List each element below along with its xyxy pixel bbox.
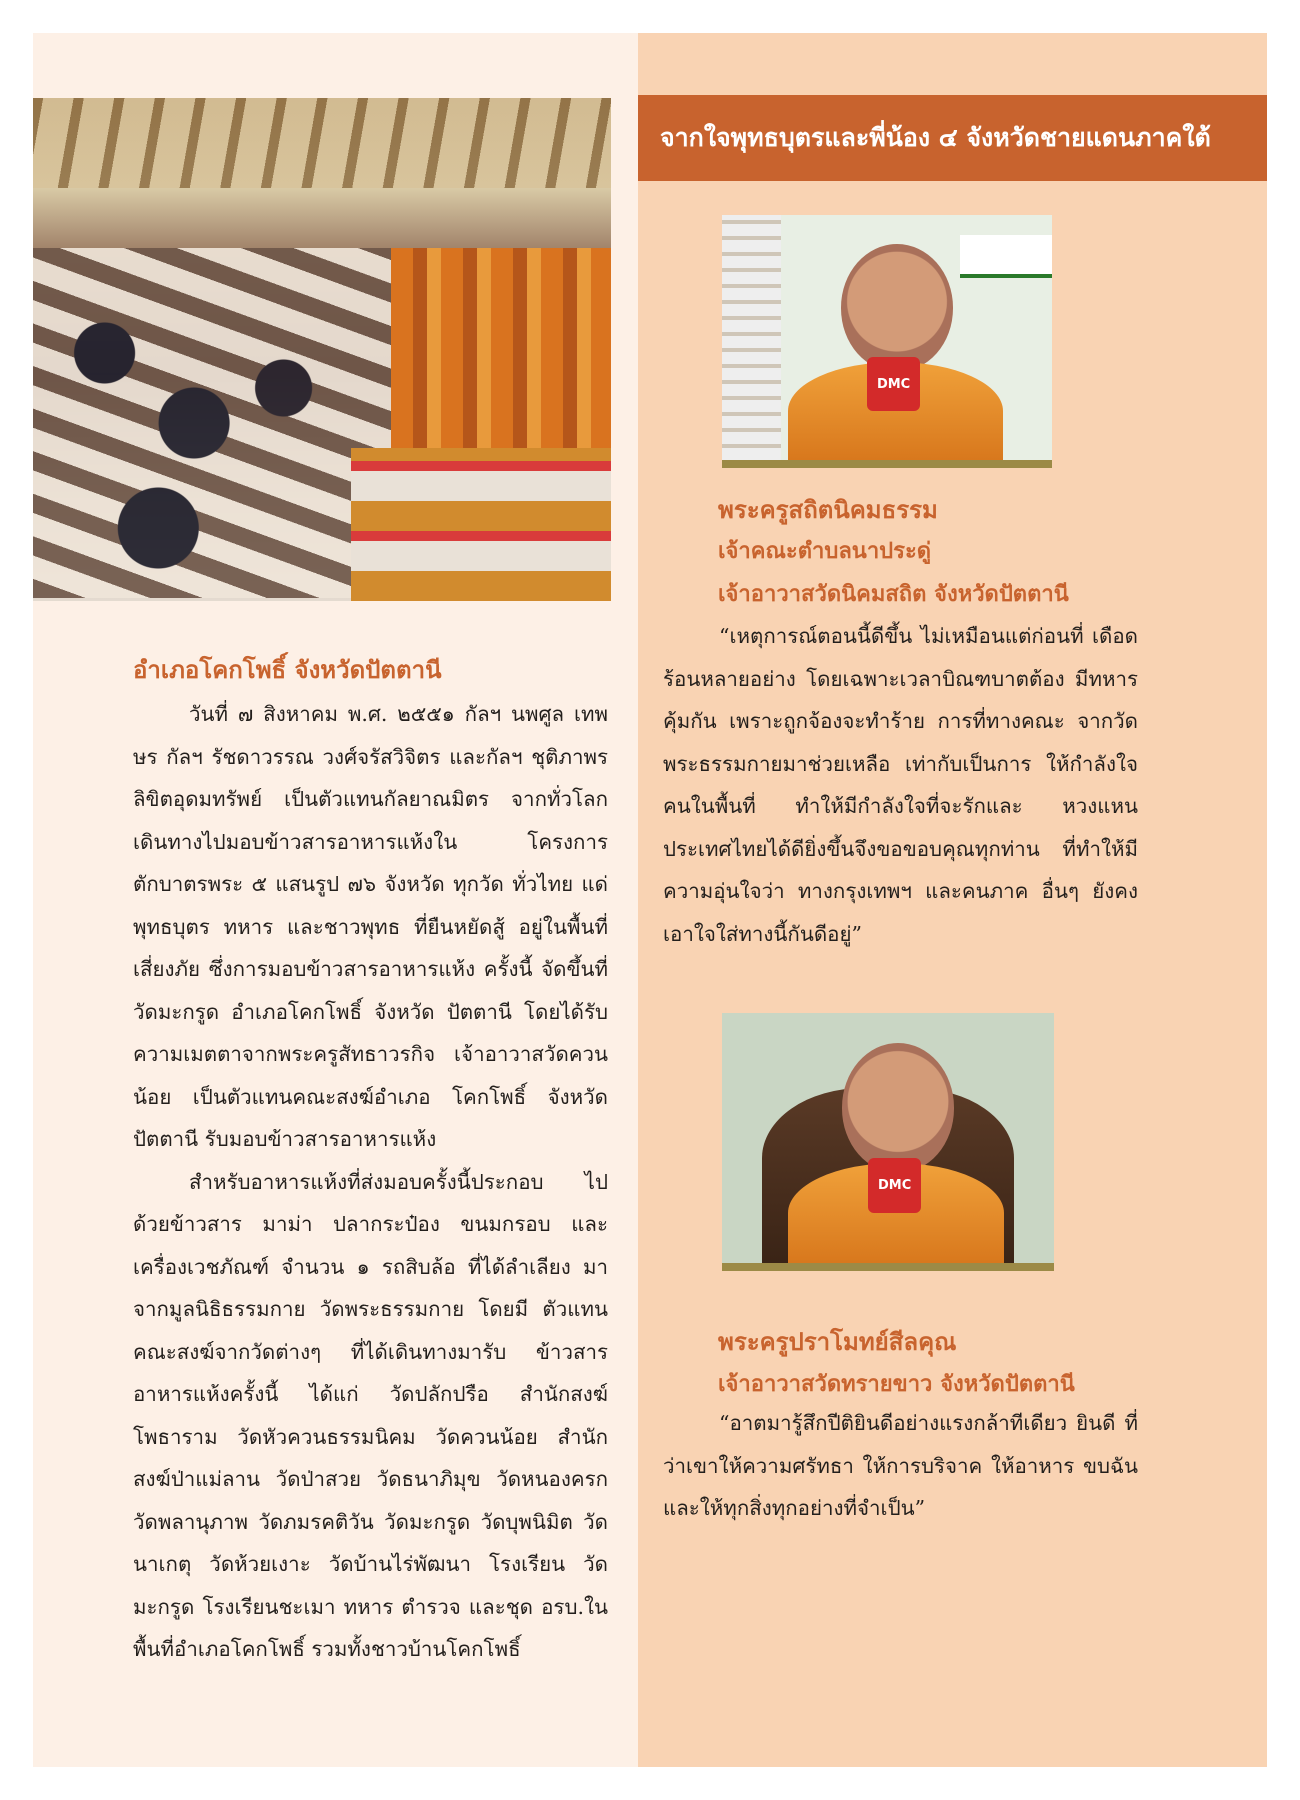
monk-1-quote — [663, 615, 1138, 955]
section-banner — [638, 95, 1267, 181]
monk-1-role-2: เจ้าอาวาสวัดนิคมสถิต จังหวัดปัตตานี — [718, 581, 1069, 607]
banner-title: จากใจพุทธบุตรและพี่น้อง ๔ จังหวัดชายแดนภาคใต้ — [660, 123, 1211, 152]
photo-bookshelf — [722, 215, 781, 460]
monk-1-name: พระครูสถิตนิคมธรรม — [718, 495, 938, 524]
monk-2-name: พระครูปราโมทย์สีลคุณ — [718, 1327, 957, 1356]
left-paragraph-1: วันที่ ๗ สิงหาคม พ.ศ. ๒๕๕๑ กัลฯ นพศูล เทพษร กัลฯ รัชดาวรรณ วงศ์จรัสวิจิตร และกัลฯ ชุติภาพร ลิขิตอุดมทรัพย์ เป็นตัวแทนกัลยาณมิตร จากทั่วโลก เดินทางไปมอบข้าวสารอาหารแห้งใน โครงการตักบาตรพระ ๕ แสนรูป ๗๖ จังหวัด ทุกวัด ทั่วไทย แด่พุทธบุตร ทหาร และชาวพุทธ ที่ยืนหยัดสู้ อยู่ในพื้นที่เสี่ยงภัย ซึ่งการมอบข้าวสารอาหารแห้ง ครั้งนี้ จัดขึ้นที่วัดมะกรูด อำเภอโคกโพธิ์ จังหวัด ปัตตานี โดยได้รับความเมตตาจากพระครูสัทธาวรกิจ เจ้าอาวาสวัดควนน้อย เป็นตัวแทนคณะสงฆ์อำเภอ โคกโพธิ์ จังหวัดปัตตานี รับมอบข้าวสารอาหารแห้ง — [133, 702, 608, 1151]
photo-monks-row — [391, 248, 611, 468]
photo-monk-head — [841, 244, 953, 371]
monk-1-role-1: เจ้าคณะตำบลนาประดู่ — [718, 538, 932, 564]
photo-donation-boxes — [351, 448, 611, 601]
photo-monk-head — [842, 1043, 955, 1173]
monk-2-role-1: เจ้าอาวาสวัดทรายขาว จังหวัดปัตตานี — [718, 1371, 1075, 1397]
dmc-microphone: DMC — [868, 1158, 921, 1213]
crowd-photo — [33, 98, 611, 601]
left-article-body — [133, 693, 608, 1671]
monk-1-quote-text: “เหตุการณ์ตอนนี้ดีขึ้น ไม่เหมือนแต่ก่อนที่ เดือดร้อนหลายอย่าง โดยเฉพาะเวลาบิณฑบาตต้อง มีทหารคุ้มกัน เพราะถูกจ้องจะทำร้าย การที่ทางคณะ จากวัดพระธรรมกายมาช่วยเหลือ เท่ากับเป็นการ ให้กำลังใจคนในพื้นที่ ทำให้มีกำลังใจที่จะรักและ หวงแหนประเทศไทยได้ดียิ่งขึ้นจึงขอขอบคุณทุกท่าน ที่ทำให้มีความอุ่นใจว่า ทางกรุงเทพฯ และคนภาค อื่นๆ ยังคงเอาใจใส่ทางนี้กันดีอยู่” — [663, 624, 1138, 946]
photo-kneeling-people — [33, 248, 391, 598]
monk-2-quote-text: “อาตมารู้สึกปีติยินดีอย่างแรงกล้าทีเดียว ยินดี ที่ว่าเขาให้ความศรัทธา ให้การบริจาค ให้อาหาร ขบฉัน และให้ทุกสิ่งทุกอย่างที่จำเป็น” — [663, 1411, 1138, 1520]
monk-1-photo — [722, 215, 1052, 468]
left-heading: อำเภอโคกโพธิ์ จังหวัดปัตตานี — [133, 655, 442, 684]
dmc-microphone: DMC — [867, 357, 920, 411]
photo-roof — [33, 98, 611, 188]
monk-2-photo — [722, 1013, 1054, 1271]
photo-sign — [960, 235, 1052, 278]
monk-2-quote — [663, 1402, 1138, 1530]
left-paragraph-2: สำหรับอาหารแห้งที่ส่งมอบครั้งนี้ประกอบ ไปด้วยข้าวสาร มาม่า ปลากระป๋อง ขนมกรอบ และ เครื่องเวชภัณฑ์ จำนวน ๑ รถสิบล้อ ที่ได้ลำเลียง มาจากมูลนิธิธรรมกาย วัดพระธรรมกาย โดยมี ตัวแทนคณะสงฆ์จากวัดต่างๆ ที่ได้เดินทางมารับ ข้าวสารอาหารแห้งครั้งนี้ ได้แก่ วัดปลักปรือ สำนักสงฆ์ โพธาราม วัดหัวควนธรรมนิคม วัดควนน้อย สำนัก สงฆ์ป่าแม่ลาน วัดป่าสวย วัดธนาภิมุข วัดหนองครก วัดพลานุภาพ วัดภมรคติวัน วัดมะกรูด วัดบุพนิมิต วัดนาเกตุ วัดห้วยเงาะ วัดบ้านไร่พัฒนา โรงเรียน วัดมะกรูด โรงเรียนชะเมา ทหาร ตำรวจ และชุด อรบ.ในพื้นที่อำเภอโคกโพธิ์ รวมทั้งชาวบ้านโคกโพธิ์ — [133, 1169, 608, 1661]
